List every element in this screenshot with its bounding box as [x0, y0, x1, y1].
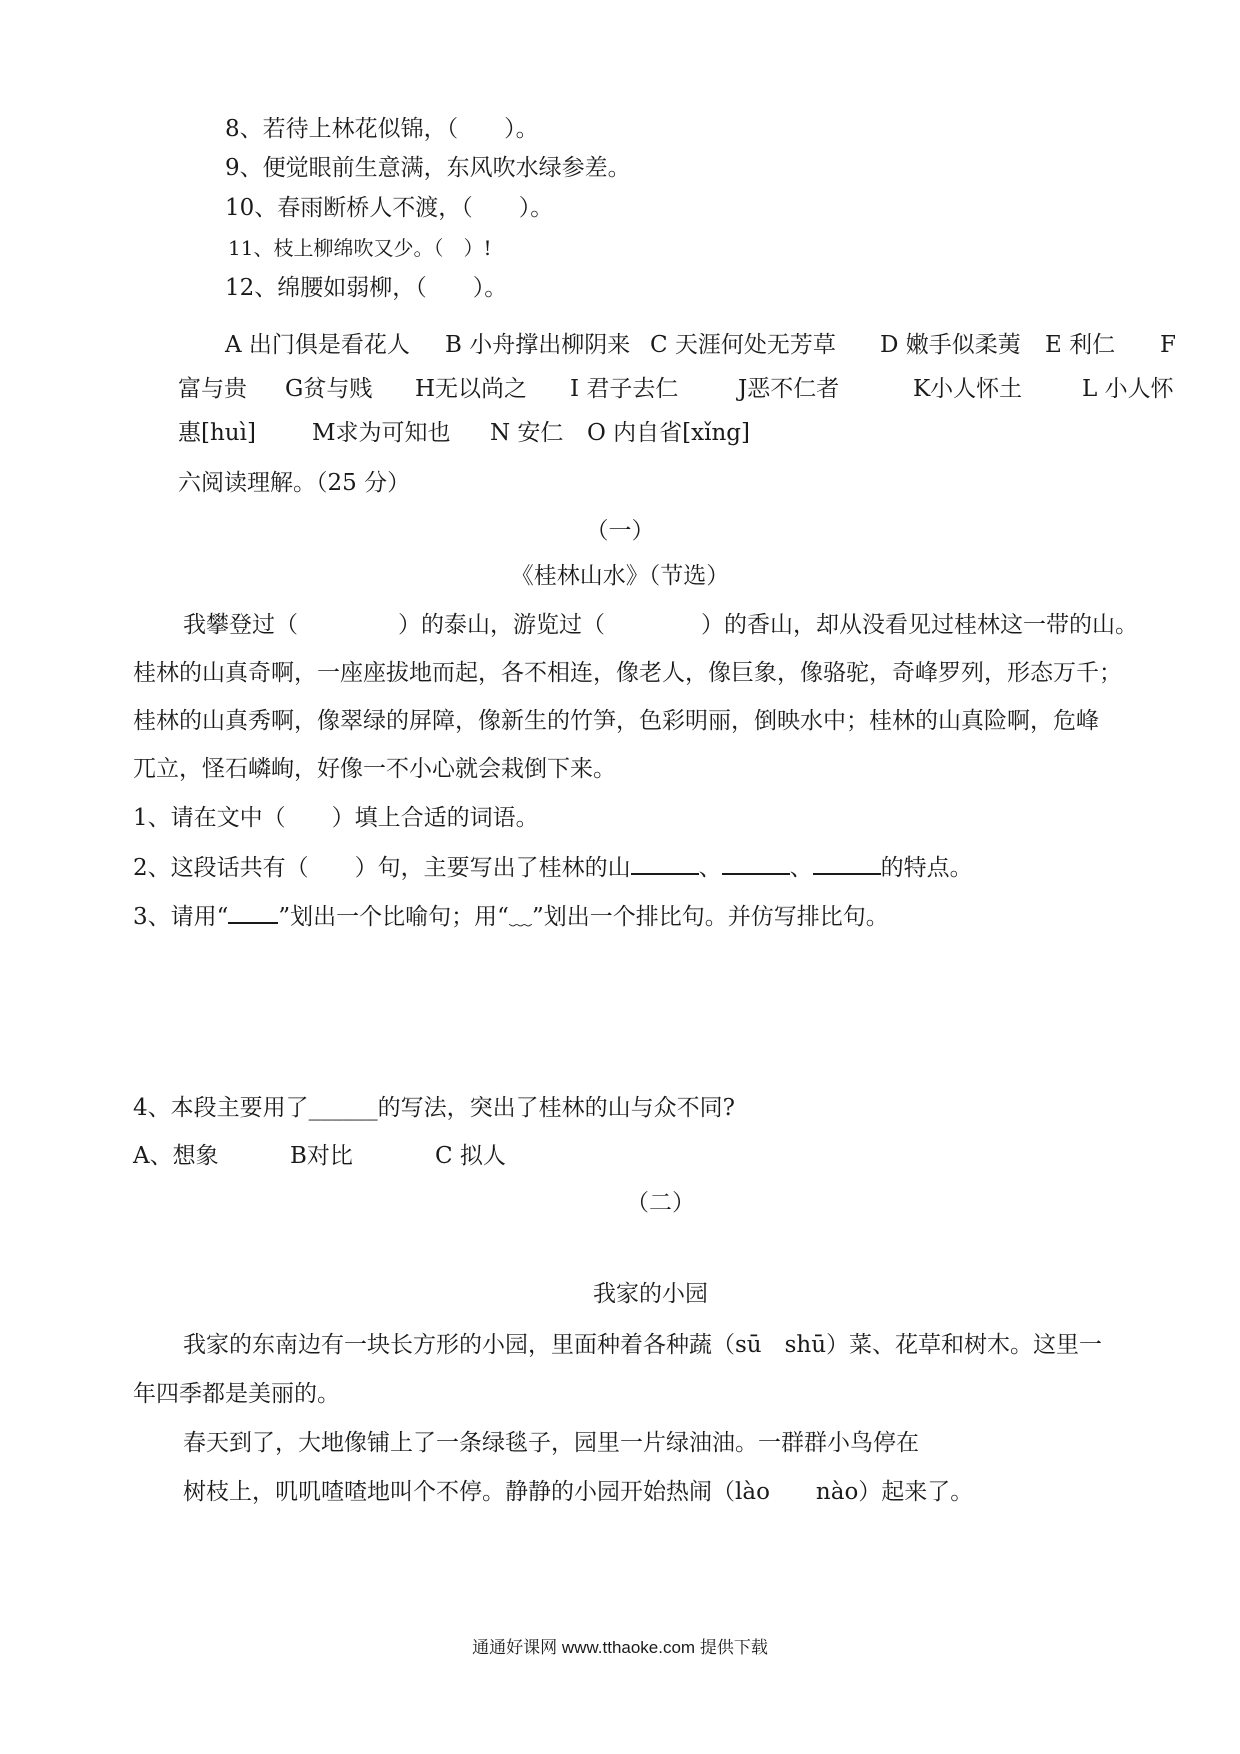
passage2-line-4: 树枝上，叽叽喳喳地叫个不停。静静的小园开始热闹（lào nào）起来了。: [183, 1479, 974, 1505]
option-o: O 内自省[xǐng]: [587, 420, 750, 446]
passage2-line-2: 年四季都是美丽的。: [133, 1381, 340, 1407]
option-h: H无以尚之: [415, 376, 528, 402]
option-f-letter: F: [1160, 332, 1176, 358]
section-heading: 六阅读理解。（25 分）: [178, 470, 411, 496]
question-2: 2、这段话共有（ ）句，主要写出了桂林的山 、 、 的特点。: [133, 855, 973, 881]
option-i: I 君子去仁: [570, 376, 679, 402]
passage2-line-3: 春天到了，大地像铺上了一条绿毯子，园里一片绿油油。一群群小鸟停在: [183, 1430, 919, 1456]
part-number-2: （二）: [626, 1190, 695, 1216]
option-g: G贫与贱: [285, 376, 373, 402]
poem-line-11: 11、枝上柳绵吹又少。（ ）!: [228, 236, 492, 260]
poem-line-9: 9、便觉眼前生意满，东风吹水绿参差。: [225, 155, 631, 181]
choice-c: C 拟人: [435, 1143, 506, 1169]
footer-credit: 通通好课网 www.tthaoke.com 提供下载: [472, 1638, 768, 1657]
option-b: B 小舟撑出柳阴来: [445, 332, 631, 358]
passage-line-1: 我攀登过（ ）的泰山，游览过（ ）的香山，却从没看见过桂林这一带的山。: [183, 612, 1138, 638]
choice-a: A、想象: [133, 1143, 219, 1169]
option-l: L 小人怀: [1082, 376, 1174, 402]
question-3: 3、请用“ ”划出一个比喻句；用“﹏”划出一个排比句。并仿写排比句。: [133, 904, 889, 930]
passage-title-2: 我家的小园: [593, 1281, 708, 1307]
option-c: C 天涯何处无芳草: [650, 332, 836, 358]
passage-line-3: 桂林的山真秀啊，像翠绿的屏障，像新生的竹笋，色彩明丽，倒映水中；桂林的山真险啊，危峰: [133, 708, 1099, 734]
passage-title-1: 《桂林山水》（节选）: [510, 563, 730, 589]
part-number-1: （一）: [585, 518, 655, 544]
choice-b: B对比: [290, 1143, 353, 1169]
poem-line-8: 8、若待上林花似锦，（ ）。: [225, 116, 539, 142]
poem-line-12: 12、绵腰如弱柳，（ ）。: [225, 275, 508, 301]
option-a: A 出门俱是看花人: [225, 332, 410, 358]
option-m: M求为可知也: [312, 420, 451, 446]
passage-line-4: 兀立，怪石嶙峋，好像一不小心就会栽倒下来。: [133, 756, 616, 782]
option-f-text: 富与贵: [178, 376, 247, 402]
passage-line-2: 桂林的山真奇啊，一座座拔地而起，各不相连，像老人，像巨象，像骆驼，奇峰罗列，形态万千；: [133, 660, 1122, 686]
question-1: 1、请在文中（ ）填上合适的词语。: [133, 805, 539, 831]
option-j: J恶不仁者: [738, 376, 840, 402]
option-k: K小人怀土: [913, 376, 1023, 402]
passage2-line-1: 我家的东南边有一块长方形的小园，里面种着各种蔬（sū shū）菜、花草和树木。这里一: [183, 1332, 1103, 1358]
option-l-text: 惠[huì]: [178, 420, 256, 446]
option-n: N 安仁: [490, 420, 564, 446]
option-e: E 利仁: [1045, 332, 1116, 358]
question-4: 4、本段主要用了______的写法，突出了桂林的山与众不同?: [133, 1095, 735, 1121]
option-d: D 嫩手似柔荑: [880, 332, 1021, 358]
poem-line-10: 10、春雨断桥人不渡，（ ）。: [225, 195, 554, 221]
